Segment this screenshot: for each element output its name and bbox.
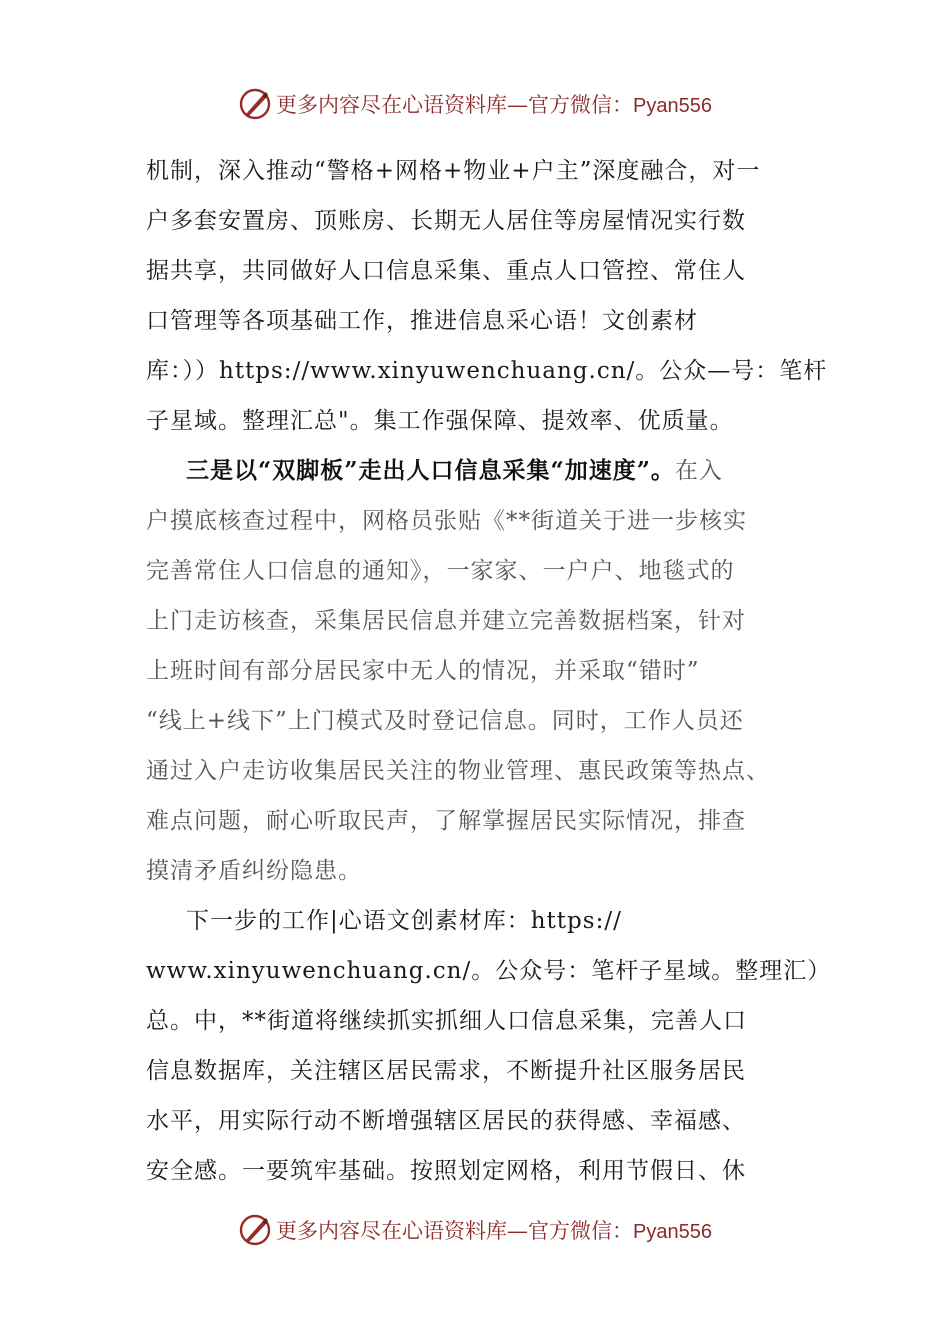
text-line: 信息数据库，关注辖区居民需求，不断提升社区服务居民 (146, 1058, 746, 1084)
text-line: 上班时间有部分居民家中无人的情况，并采取“错时” (146, 658, 700, 684)
text-line: 户摸底核查过程中，网格员张贴《**街道关于进一步核实 (146, 508, 747, 534)
text-line: 户多套安置房、顶账房、长期无人居住等房屋情况实行数 (146, 208, 746, 234)
paragraph-lead-heading: 三是以“双脚板”走出人口信息采集“加速度”。 (186, 457, 675, 484)
text-line: 水平，用实际行动不断增强辖区居民的获得感、幸福感、 (146, 1108, 746, 1134)
text-line: 难点问题，耐心听取民声，了解掌握居民实际情况，排查 (146, 808, 746, 834)
text-line: 下一步的工作|心语文创素材库：https:// (186, 908, 622, 934)
header-watermark-banner (0, 84, 950, 124)
banner-wechat-id: Pyan556 (633, 1221, 712, 1243)
text-line: 库：））https://www.xinyuwenchuang.cn/。公众—号：笔杆 (146, 358, 828, 384)
text-line (146, 446, 806, 496)
text-line: 安全感。一要筑牢基础。按照划定网格，利用节假日、休 (146, 1158, 746, 1184)
text-line: 口管理等各项基础工作，推进信息采心语！文创素材 (146, 308, 698, 334)
text-line: 总。中，**街道将继续抓实抓细人口信息采集，完善人口 (146, 1008, 747, 1034)
pen-logo-icon (238, 1213, 272, 1247)
text-line: 据共享，共同做好人口信息采集、重点人口管控、常住人 (146, 258, 746, 284)
footer-watermark-banner (0, 1210, 950, 1250)
text-line: 完善常住人口信息的通知》，一家家、一户户、地毯式的 (146, 558, 735, 584)
text-line: 通过入户走访收集居民关注的物业管理、惠民政策等热点、 (146, 758, 770, 784)
banner-text (276, 1215, 712, 1245)
text-line: 摸清矛盾纠纷隐患。 (146, 858, 362, 884)
text-line: 上门走访核查，采集居民信息并建立完善数据档案，针对 (146, 608, 746, 634)
text-line: www.xinyuwenchuang.cn/。公众号：笔杆子星域。整理汇） (146, 958, 832, 984)
text-line: “线上+线下”上门模式及时登记信息。同时，工作人员还 (146, 708, 744, 734)
text-line: 机制，深入推动“警格+网格+物业+户主”深度融合，对一 (146, 158, 761, 184)
text-span: 在入 (674, 458, 723, 484)
banner-text-cn: 更多内容尽在心语资料库—官方微信： (276, 93, 634, 117)
banner-text (276, 89, 712, 119)
document-body (146, 146, 832, 1196)
pen-logo-icon (238, 87, 272, 121)
banner-text-cn: 更多内容尽在心语资料库—官方微信： (276, 1219, 634, 1243)
text-line: 子星域。整理汇总"。集工作强保障、提效率、优质量。 (146, 408, 734, 434)
banner-wechat-id: Pyan556 (633, 95, 712, 117)
